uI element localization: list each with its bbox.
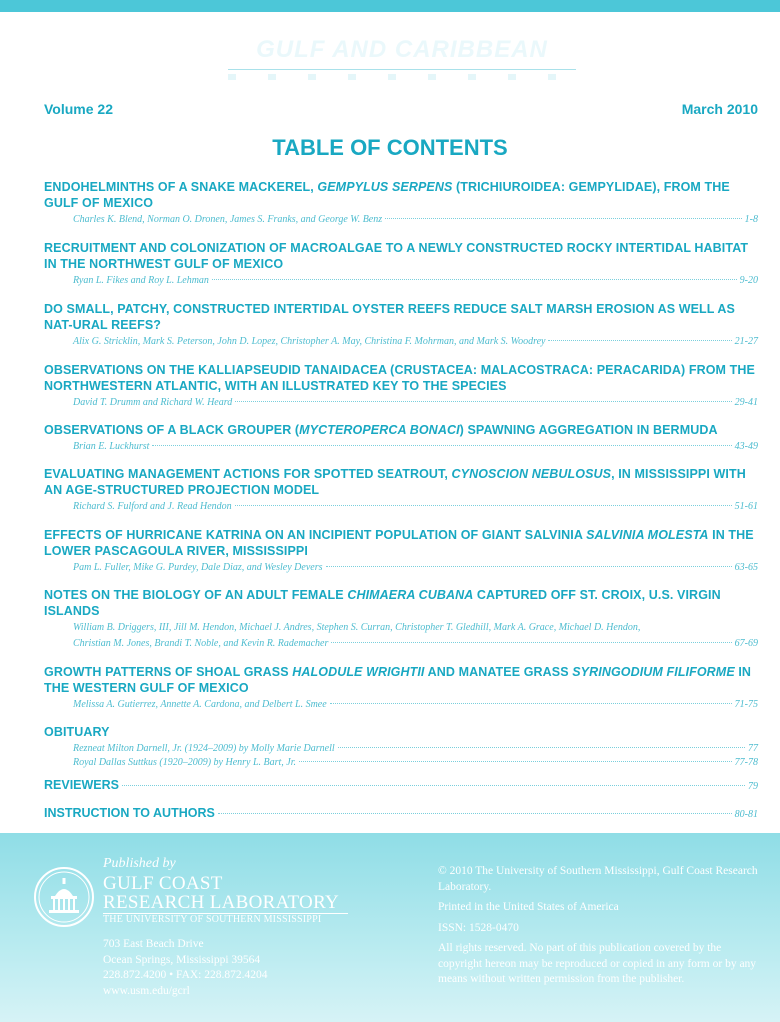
issn: ISSN: 1528-0470 [438,921,519,934]
article-authors: David T. Drumm and Richard W. Heard [73,397,233,408]
dot-leader [338,747,745,748]
dot-leader [548,340,731,341]
lab-name-line1: GULF COAST [103,873,223,894]
address-city: Ocean Springs, Mississippi 39564 [103,953,261,966]
obituary-heading: OBITUARY [44,725,110,739]
toc-entry [44,527,758,575]
article-authors: Richard S. Fulford and J. Read Hendon [73,501,232,512]
article-authors-line [73,440,758,454]
page-range: 29-41 [734,397,758,408]
gcrl-dome-logo-icon [33,866,95,928]
dot-leader [330,703,732,704]
masthead-rule [228,69,576,70]
instructions-label: INSTRUCTION TO AUTHORS [44,806,215,820]
article-authors: Christian M. Jones, Brandi T. Noble, and Kevin R. Rademacher [73,638,329,649]
article-title[interactable]: EFFECTS OF HURRICANE KATRINA ON AN INCIPIENT POPULATION OF GIANT SALVINIA SALVINIA MOLESTA IN THE LOWER PASCAGOULA RIVER, MISSISSIPPI [44,528,754,558]
toc-entry [44,422,758,454]
article-title[interactable]: OBSERVATIONS ON THE KALLIAPSEUDID TANAIDACEA (CRUSTACEA: MALACOSTRACA: PERACARIDA) FROM THE NORTHWESTERN ATLANTIC, WITH AN ILLUSTRATED KEY TO THE SPECIES [44,363,755,393]
toc-entry [44,301,758,349]
page-range: 9-20 [739,275,758,286]
page-range: 21-27 [734,336,758,347]
article-authors-line [73,274,758,288]
article-authors: Charles K. Blend, Norman O. Dronen, James S. Franks, and George W. Benz [73,214,383,225]
dot-leader [331,642,731,643]
copyright-notice: © 2010 The University of Southern Mississippi, Gulf Coast Research Laboratory. [438,865,758,893]
page-range: 51-61 [734,501,758,512]
rights-statement: All rights reserved. No part of this publication covered by the copyright hereon may be reproduced or copied in any form or by any means without written permission from the publisher. [438,942,757,985]
reviewers-label: REVIEWERS [44,778,120,792]
article-title[interactable]: EVALUATING MANAGEMENT ACTIONS FOR SPOTTED SEATROUT, CYNOSCION NEBULOSUS, IN MISSISSIPPI WITH AN AGE-STRUCTURED PROJECTION MODEL [44,467,746,497]
article-title[interactable]: RECRUITMENT AND COLONIZATION OF MACROALGAE TO A NEWLY CONSTRUCTED ROCKY INTERTIDAL HABITAT IN THE NORTHWEST GULF OF MEXICO [44,241,749,271]
toc-entry [44,466,758,514]
dot-leader [235,401,731,402]
dot-leader [385,218,742,219]
university-name: THE UNIVERSITY OF SOUTHERN MISSISSIPPI [103,914,322,925]
dot-leader [212,279,737,280]
published-by-label: Published by [103,856,176,871]
dot-leader [299,761,732,762]
page-range: 1-8 [744,214,758,225]
address-phone: 228.872.4200 • FAX: 228.872.4204 [103,969,268,981]
dot-leader [326,566,732,567]
dot-leader [122,785,745,786]
article-authors: Alix G. Stricklin, Mark S. Peterson, John D. Lopez, Christopher A. May, Christina F. Mohrman, and Mark S. Woodrey [73,336,546,347]
article-authors: Pam L. Fuller, Mike G. Purdey, Dale Diaz, and Wesley Devers [73,562,323,573]
article-title[interactable]: NOTES ON THE BIOLOGY OF AN ADULT FEMALE CHIMAERA CUBANA CAPTURED OFF ST. CROIX, U.S. VIRGIN ISLANDS [44,588,721,618]
article-authors-line [73,698,758,712]
article-title[interactable]: DO SMALL, PATCHY, CONSTRUCTED INTERTIDAL OYSTER REEFS REDUCE SALT MARSH EROSION AS WELL AS NAT-URAL REEFS? [44,302,735,332]
volume-label: Volume 22 [44,101,113,117]
toc-entry [44,240,758,288]
printed-in: Printed in the United States of America [438,901,619,913]
page-range: 67-69 [734,638,758,649]
publisher-address [103,937,268,999]
obituary-item[interactable] [73,756,758,770]
obituary-item[interactable] [73,742,758,756]
address-street: 703 East Beach Drive [103,938,204,950]
page-range: 63-65 [734,562,758,573]
lab-name-line2: RESEARCH LABORATORY [103,892,340,913]
toc-entry [44,179,758,227]
article-authors-line [73,561,758,575]
article-authors: Brian E. Luckhurst [73,441,150,452]
dot-leader [152,445,731,446]
page-range: 77 [748,743,758,754]
dot-leader [218,813,732,814]
dot-leader [235,505,732,506]
toc-entry [44,587,758,651]
issue-info-row [44,101,758,117]
article-title[interactable]: GROWTH PATTERNS OF SHOAL GRASS HALODULE WRIGHTII AND MANATEE GRASS SYRINGODIUM FILIFORME IN THE WESTERN GULF OF MEXICO [44,665,752,695]
article-title[interactable]: ENDOHELMINTHS OF A SNAKE MACKEREL, GEMPYLUS SERPENS (TRICHIUROIDEA: GEMPYLIDAE), FROM THE GULF OF MEXICO [44,180,730,210]
masthead-subtitle-faded [228,74,576,80]
instructions-entry[interactable] [44,806,758,820]
page-range: 43-49 [734,441,758,452]
copyright-block [438,864,760,993]
article-authors: William B. Driggers, III, Jill M. Hendon, Michael J. Andres, Stephen S. Curran, Christopher T. Gledhill, Mark A. Grace, Michael D. Hendon, [73,622,641,633]
obituary-text: Royal Dallas Suttkus (1920–2009) by Henry L. Bart, Jr. [73,757,297,768]
top-color-band [0,0,780,12]
reviewers-entry[interactable] [44,778,758,792]
obituary-section [44,724,758,770]
obituary-text: Rezneat Milton Darnell, Jr. (1924–2009) by Molly Marie Darnell [73,743,335,754]
address-website-link[interactable]: www.usm.edu/gcrl [103,984,190,997]
toc-entry [44,362,758,410]
article-authors-line [73,335,758,349]
article-authors-line [73,396,758,410]
article-authors: Ryan L. Fikes and Roy L. Lehman [73,275,209,286]
page-range: 77-78 [734,757,758,768]
article-authors-line [73,500,758,514]
page-title: TABLE OF CONTENTS [272,135,508,160]
article-authors-line [73,213,758,227]
page-range: 71-75 [734,699,758,710]
page-range: 80-81 [734,809,758,820]
article-title[interactable]: OBSERVATIONS OF A BLACK GROUPER (MYCTEROPERCA BONACI) SPAWNING AGGREGATION IN BERMUDA [44,423,718,437]
article-authors-line [73,637,758,651]
article-authors: Melissa A. Gutierrez, Annette A. Cardona, and Delbert L. Smee [73,699,327,710]
journal-masthead: GULF AND CARIBBEAN [256,36,548,63]
issue-date: March 2010 [681,101,758,117]
toc-entry [44,664,758,712]
page-range: 79 [748,781,758,792]
